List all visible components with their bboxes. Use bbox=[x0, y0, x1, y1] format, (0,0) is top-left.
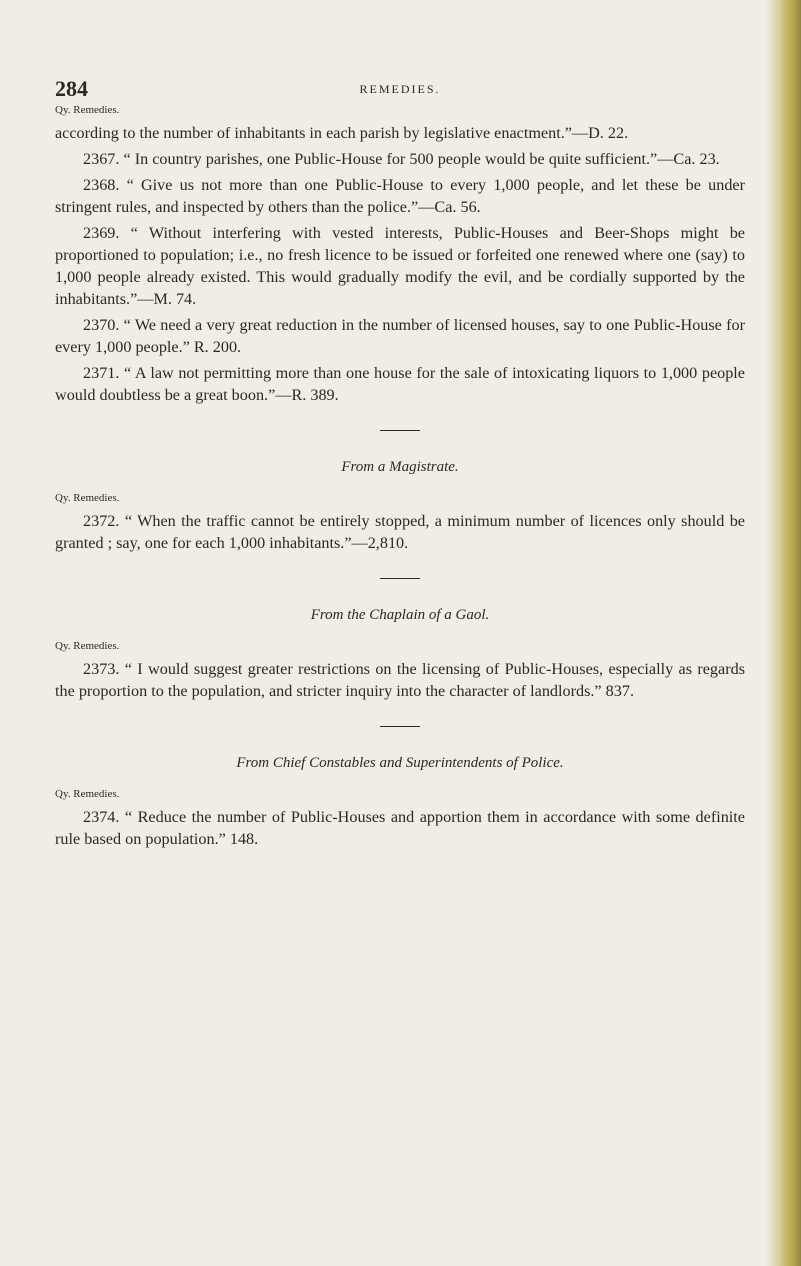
paragraph-2368: 2368. “ Give us not more than one Public-House to every 1,000 people, and let these be under stringent rules, and inspected by others than the police.”—Ca. 56. bbox=[55, 176, 745, 216]
source-heading-chaplain: From the Chaplain of a Gaol. bbox=[310, 607, 490, 623]
query-label: Qy. Remedies. bbox=[55, 788, 120, 800]
page-edge-binding bbox=[767, 0, 801, 1266]
source-heading-constables: From Chief Constables and Superintendents of Police. bbox=[236, 755, 564, 771]
paragraph-2371: 2371. “ A law not permitting more than one house for the sale of intoxicating liquors to 1,000 people would doubtless be a great boon.”—R. 389. bbox=[55, 364, 745, 404]
paragraph-2374: 2374. “ Reduce the number of Public-Houses and apportion them in accordance with some definite rule based on population.” 148. bbox=[55, 808, 745, 848]
paragraph-2372: 2372. “ When the traffic cannot be entirely stopped, a minimum number of licences only should be granted ; say, one for each 1,000 inhabitants.”—2,810. bbox=[55, 512, 745, 552]
paragraph-2373: 2373. “ I would suggest greater restrictions on the licensing of Public-Houses, especially as regards the proportion to the population, and stricter inquiry into the character of landlords.” 837. bbox=[55, 660, 745, 700]
query-label: Qy. Remedies. bbox=[55, 104, 120, 116]
paragraph-2370: 2370. “ We need a very great reduction in the number of licensed houses, say to one Public-House for every 1,000 people.” R. 200. bbox=[55, 316, 745, 356]
query-label: Qy. Remedies. bbox=[55, 640, 120, 652]
section-divider bbox=[380, 578, 420, 579]
paragraph-continued: according to the number of inhabitants in each parish by legislative enactment.”—D. 22. bbox=[55, 124, 629, 142]
text-block bbox=[55, 104, 745, 854]
section-divider bbox=[380, 726, 420, 727]
paragraph-2367: 2367. “ In country parishes, one Public-House for 500 people would be quite sufficient.”—Ca. 23. bbox=[83, 150, 720, 168]
source-heading-magistrate: From a Magistrate. bbox=[341, 459, 459, 475]
running-head: REMEDIES. bbox=[359, 82, 441, 96]
paragraph-2369: 2369. “ Without interfering with vested interests, Public-Houses and Beer-Shops might be proportioned to population; i.e., no fresh licence to be issued or forfeited one renewed where one (say) to 1,000 people already existed. This would gradually modify the evil, and be cordially supported by the inhabitants.”—M. 74. bbox=[55, 224, 745, 308]
query-label: Qy. Remedies. bbox=[55, 492, 120, 504]
page-number: 284 bbox=[55, 76, 88, 101]
section-divider bbox=[380, 430, 420, 431]
page-header bbox=[55, 76, 745, 106]
